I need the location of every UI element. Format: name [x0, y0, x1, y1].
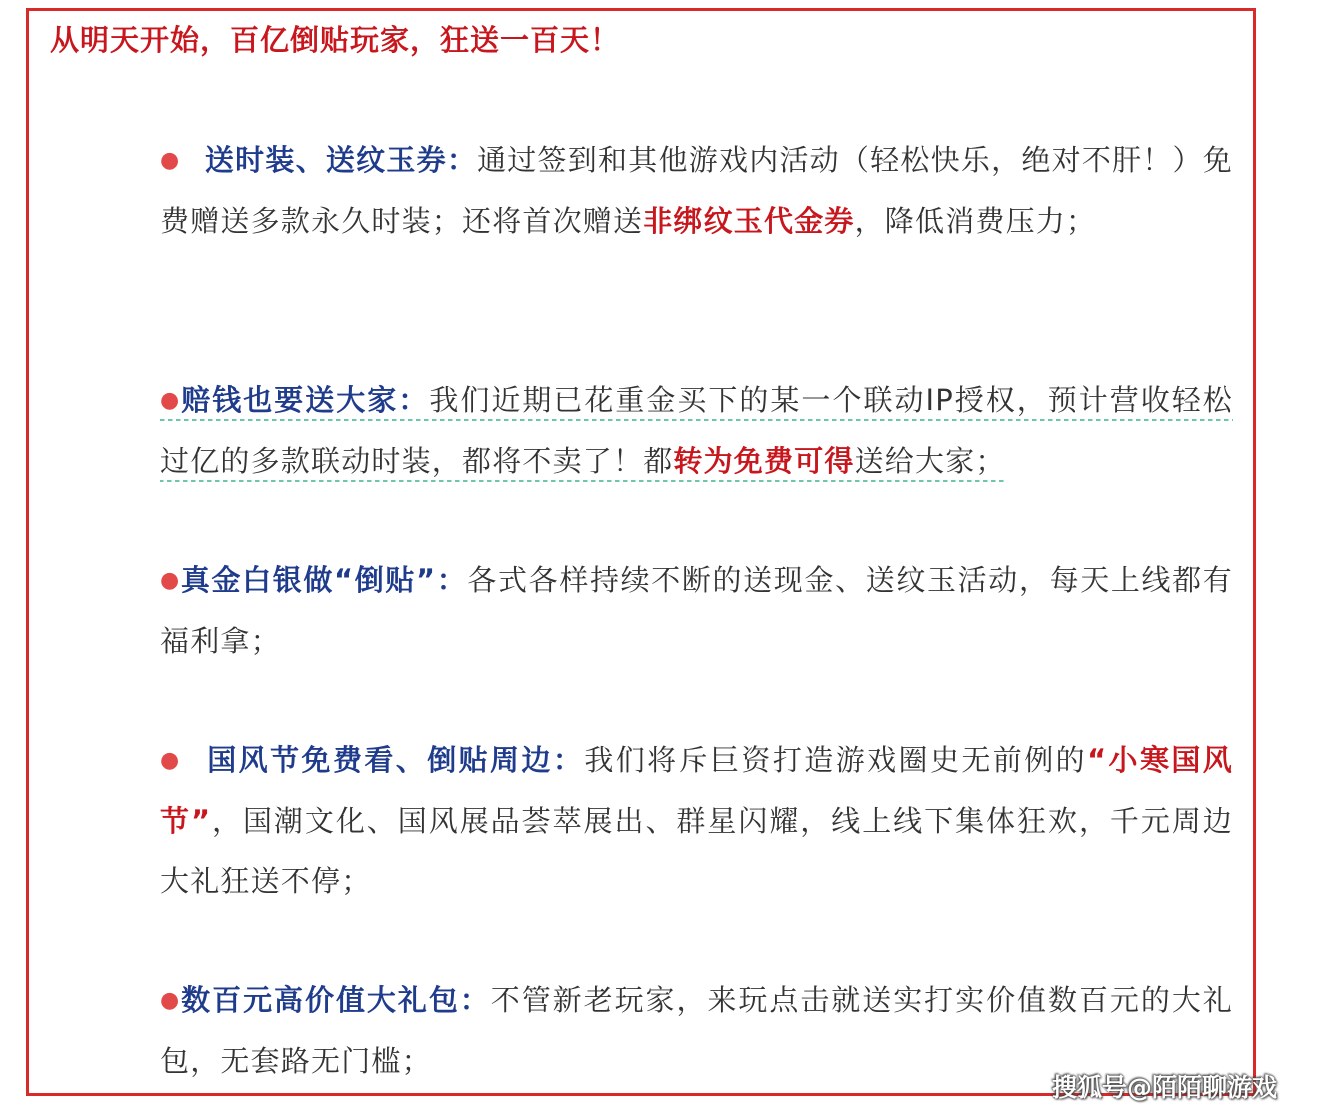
- item-text-end: ，降低消费压力；: [854, 204, 1097, 238]
- benefit-item-cash: [160, 550, 1233, 671]
- benefit-item-outfits: [160, 130, 1233, 251]
- item-highlight: 转为免费可得: [673, 444, 855, 478]
- bullet-icon: ●: [160, 388, 182, 413]
- item-key: 赔钱也要送大家：: [181, 383, 430, 417]
- bullet-icon: ●: [160, 748, 182, 773]
- bullet-icon: ●: [160, 988, 182, 1013]
- item-text: 我们将斥巨资打造游戏圈史无前例的: [584, 743, 1088, 777]
- item-key: 送时装、送纹玉券：: [204, 143, 478, 177]
- item-key: 真金白银做“倒贴”：: [180, 563, 468, 597]
- dashed-underline-block: [160, 383, 1233, 482]
- benefit-item-ip-collab: [160, 370, 1233, 491]
- item-text: 通过签到和其他游戏内活动（轻松快乐，绝对不肝！）免费赠送多款永久时装；还将首次赠送: [160, 143, 1233, 238]
- item-text-end: ，国潮文化、国风展品荟萃展出、群星闪耀，线上线下集体狂欢，千元周边大礼狂送不停；: [160, 804, 1233, 898]
- item-text-end: 送给大家；: [854, 444, 1006, 478]
- item-text: 各式各样持续不断的送现金、送纹玉活动，每天上线都有福利拿；: [160, 563, 1233, 658]
- item-text: 我们近期已花重金买下的某一个联动IP授权，预计营收轻松过亿的多款联动时装，都将不卖了！都: [160, 383, 1233, 478]
- item-text: 不管新老玩家，来玩点击就送实打实价值数百元的大礼包，无套路无门槛；: [160, 983, 1233, 1078]
- item-highlight: “小寒国风节”: [160, 743, 1234, 838]
- item-key: 数百元高价值大礼包：: [181, 983, 491, 1017]
- item-key: 国风节免费看、倒贴周边：: [207, 743, 585, 777]
- bullet-icon: ●: [160, 148, 181, 173]
- watermark: 搜狐号@陌陌聊游戏: [1052, 1073, 1278, 1102]
- benefit-item-festival: [160, 730, 1233, 911]
- headline: 从明天开始，百亿倒贴玩家，狂送一百天！: [50, 23, 621, 57]
- item-highlight: 非绑纹玉代金券: [643, 204, 855, 238]
- bullet-icon: ●: [160, 568, 181, 593]
